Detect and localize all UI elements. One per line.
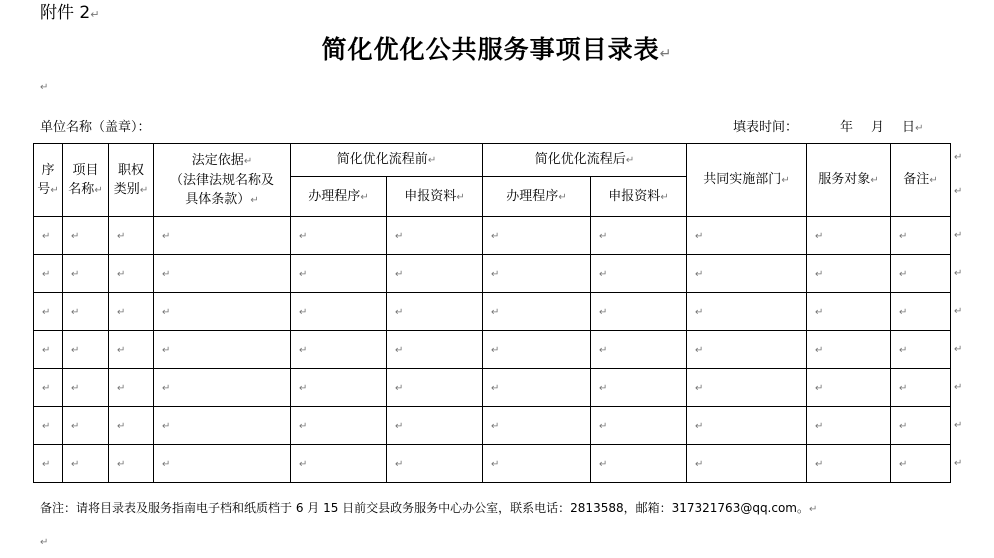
header-remarks: 备注↵ [891, 144, 951, 217]
header-joint-departments: 共同实施部门↵ [687, 144, 807, 217]
header-authority-type: 职权 类别↵ [109, 144, 154, 217]
table-cell[interactable] [807, 217, 891, 255]
table-cell[interactable] [154, 255, 291, 293]
table-cell[interactable] [34, 445, 63, 483]
table-cell[interactable] [291, 217, 387, 255]
cell-mark: ↵ [899, 344, 908, 356]
fill-time-label: 填表时间： [733, 120, 799, 135]
header-item-name: 项目 名称↵ [63, 144, 109, 217]
cell-mark: ↵ [395, 306, 404, 318]
header-before-simplification: 简化优化流程前↵ [291, 144, 483, 177]
table-cell[interactable] [154, 369, 291, 407]
table-row [34, 369, 951, 407]
empty-paragraph-mark: ↵ [40, 82, 49, 93]
cell-mark: ↵ [162, 230, 171, 242]
cell-mark: ↵ [395, 420, 404, 432]
cell-mark: ↵ [299, 344, 308, 356]
cell-mark: ↵ [395, 344, 404, 356]
table-cell[interactable] [109, 293, 154, 331]
cell-mark: ↵ [71, 230, 80, 242]
paragraph-mark: ↵ [915, 123, 924, 134]
table-cell[interactable] [807, 331, 891, 369]
header-seq: 序 号↵ [34, 144, 63, 217]
cell-mark: ↵ [162, 382, 171, 394]
cell-mark: ↵ [162, 306, 171, 318]
cell-mark: ↵ [299, 230, 308, 242]
cell-mark: ↵ [162, 344, 171, 356]
cell-mark: ↵ [71, 306, 80, 318]
cell-mark: ↵ [815, 458, 824, 470]
row-end-mark: ↵ [954, 152, 963, 163]
cell-mark: ↵ [695, 382, 704, 394]
cell-mark: ↵ [395, 382, 404, 394]
table-cell[interactable] [63, 369, 109, 407]
table-cell[interactable] [154, 293, 291, 331]
header-service-target: 服务对象↵ [807, 144, 891, 217]
table-cell[interactable] [687, 255, 807, 293]
cell-mark: ↵ [695, 420, 704, 432]
table-cell[interactable] [483, 293, 591, 331]
cell-mark: ↵ [299, 420, 308, 432]
cell-mark: ↵ [491, 344, 500, 356]
table-cell[interactable] [291, 331, 387, 369]
cell-mark: ↵ [599, 268, 608, 280]
cell-mark: ↵ [42, 382, 51, 394]
footnote: 备注：请将目录表及服务指南电子档和纸质档于 6 月 15 日前交县政务服务中心办公室，联系电话：2813588，邮箱：317321763@qq.com。↵ [40, 501, 818, 515]
table-row [34, 217, 951, 255]
cell-mark: ↵ [899, 268, 908, 280]
cell-mark: ↵ [117, 382, 126, 394]
table-cell[interactable] [807, 407, 891, 445]
fill-time [733, 116, 923, 135]
table-cell[interactable] [483, 331, 591, 369]
table-cell[interactable] [109, 217, 154, 255]
header-before-materials: 申报资料↵ [387, 177, 483, 217]
cell-mark: ↵ [71, 458, 80, 470]
cell-mark: ↵ [117, 420, 126, 432]
table-body [34, 217, 951, 483]
table-cell[interactable] [63, 445, 109, 483]
catalog-table [33, 143, 951, 483]
table-cell[interactable] [807, 293, 891, 331]
table-cell[interactable] [387, 255, 483, 293]
cell-mark: ↵ [491, 268, 500, 280]
fill-time-month: 月 [871, 120, 885, 135]
header-after-materials: 申报资料↵ [591, 177, 687, 217]
table-cell[interactable] [34, 407, 63, 445]
cell-mark: ↵ [599, 230, 608, 242]
cell-mark: ↵ [491, 458, 500, 470]
table-cell[interactable] [591, 445, 687, 483]
table-cell[interactable] [591, 255, 687, 293]
cell-mark: ↵ [162, 420, 171, 432]
table-cell[interactable] [109, 331, 154, 369]
table-cell[interactable] [891, 407, 951, 445]
cell-mark: ↵ [899, 420, 908, 432]
cell-mark: ↵ [815, 344, 824, 356]
table-cell[interactable] [291, 407, 387, 445]
table-cell[interactable] [154, 445, 291, 483]
row-end-mark: ↵ [954, 230, 963, 241]
table-cell[interactable] [687, 407, 807, 445]
table-cell[interactable] [109, 445, 154, 483]
cell-mark: ↵ [117, 268, 126, 280]
cell-mark: ↵ [162, 458, 171, 470]
cell-mark: ↵ [491, 382, 500, 394]
table-cell[interactable] [63, 217, 109, 255]
table-cell[interactable] [591, 331, 687, 369]
table-cell[interactable] [807, 369, 891, 407]
table-cell[interactable] [483, 217, 591, 255]
cell-mark: ↵ [695, 306, 704, 318]
document-title: 简化优化公共服务事项目录表↵ [321, 35, 673, 64]
cell-mark: ↵ [299, 458, 308, 470]
cell-mark: ↵ [599, 344, 608, 356]
cell-mark: ↵ [42, 306, 51, 318]
table-cell[interactable] [109, 255, 154, 293]
cell-mark: ↵ [299, 306, 308, 318]
table-cell[interactable] [591, 217, 687, 255]
fill-time-day: 日 [902, 120, 916, 135]
table-cell[interactable] [807, 255, 891, 293]
table-cell[interactable] [483, 445, 591, 483]
table-row [34, 331, 951, 369]
cell-mark: ↵ [815, 230, 824, 242]
cell-mark: ↵ [117, 306, 126, 318]
cell-mark: ↵ [695, 230, 704, 242]
cell-mark: ↵ [42, 458, 51, 470]
table-cell[interactable] [34, 217, 63, 255]
unit-name-label: 单位名称（盖章）： [40, 120, 151, 135]
cell-mark: ↵ [899, 458, 908, 470]
row-end-mark: ↵ [954, 420, 963, 431]
row-end-mark: ↵ [954, 306, 963, 317]
cell-mark: ↵ [815, 382, 824, 394]
cell-mark: ↵ [42, 344, 51, 356]
table-row [34, 407, 951, 445]
table-row [34, 255, 951, 293]
table-cell[interactable] [891, 445, 951, 483]
cell-mark: ↵ [491, 230, 500, 242]
cell-mark: ↵ [395, 268, 404, 280]
table-cell[interactable] [387, 331, 483, 369]
cell-mark: ↵ [71, 382, 80, 394]
cell-mark: ↵ [899, 306, 908, 318]
cell-mark: ↵ [695, 344, 704, 356]
cell-mark: ↵ [117, 344, 126, 356]
row-end-mark: ↵ [954, 458, 963, 469]
annex-label: 附件 2↵ [40, 3, 100, 23]
row-end-mark: ↵ [954, 382, 963, 393]
table-cell[interactable] [154, 407, 291, 445]
paragraph-mark: ↵ [90, 8, 100, 21]
header-before-procedure: 办理程序↵ [291, 177, 387, 217]
header-legal-basis: 法定依据↵ （法律法规名称及 具体条款）↵ [154, 144, 291, 217]
paragraph-mark: ↵ [659, 46, 673, 62]
table-cell[interactable] [63, 255, 109, 293]
table-cell[interactable] [63, 331, 109, 369]
cell-mark: ↵ [695, 268, 704, 280]
table-cell[interactable] [687, 293, 807, 331]
cell-mark: ↵ [899, 230, 908, 242]
table-cell[interactable] [34, 331, 63, 369]
table-cell[interactable] [291, 445, 387, 483]
cell-mark: ↵ [491, 306, 500, 318]
table-row [34, 445, 951, 483]
table-cell[interactable] [591, 407, 687, 445]
table-cell[interactable] [687, 369, 807, 407]
cell-mark: ↵ [815, 420, 824, 432]
cell-mark: ↵ [71, 420, 80, 432]
cell-mark: ↵ [899, 382, 908, 394]
table-cell[interactable] [291, 369, 387, 407]
table-cell[interactable] [891, 369, 951, 407]
table-cell[interactable] [687, 217, 807, 255]
table-cell[interactable] [387, 217, 483, 255]
header-after-procedure: 办理程序↵ [483, 177, 591, 217]
table-cell[interactable] [483, 255, 591, 293]
table-cell[interactable] [291, 255, 387, 293]
cell-mark: ↵ [117, 230, 126, 242]
table-cell[interactable] [63, 407, 109, 445]
cell-mark: ↵ [71, 344, 80, 356]
table-cell[interactable] [807, 445, 891, 483]
cell-mark: ↵ [599, 306, 608, 318]
row-end-mark: ↵ [954, 344, 963, 355]
cell-mark: ↵ [599, 458, 608, 470]
table-cell[interactable] [387, 407, 483, 445]
table-cell[interactable] [891, 293, 951, 331]
table-cell[interactable] [591, 369, 687, 407]
cell-mark: ↵ [71, 268, 80, 280]
fill-time-year: 年 [840, 120, 854, 135]
cell-mark: ↵ [395, 458, 404, 470]
header-after-simplification: 简化优化流程后↵ [483, 144, 687, 177]
table-cell[interactable] [63, 293, 109, 331]
table-cell[interactable] [687, 331, 807, 369]
cell-mark: ↵ [815, 268, 824, 280]
table-cell[interactable] [34, 293, 63, 331]
table-cell[interactable] [591, 293, 687, 331]
table-cell[interactable] [687, 445, 807, 483]
cell-mark: ↵ [599, 382, 608, 394]
row-end-mark: ↵ [954, 186, 963, 197]
cell-mark: ↵ [491, 420, 500, 432]
cell-mark: ↵ [42, 420, 51, 432]
table-cell[interactable] [291, 293, 387, 331]
cell-mark: ↵ [42, 268, 51, 280]
table-cell[interactable] [891, 255, 951, 293]
cell-mark: ↵ [815, 306, 824, 318]
cell-mark: ↵ [117, 458, 126, 470]
row-end-mark: ↵ [954, 268, 963, 279]
cell-mark: ↵ [599, 420, 608, 432]
table-cell[interactable] [154, 217, 291, 255]
table-cell[interactable] [387, 293, 483, 331]
cell-mark: ↵ [695, 458, 704, 470]
table-cell[interactable] [891, 217, 951, 255]
table-cell[interactable] [154, 331, 291, 369]
cell-mark: ↵ [299, 382, 308, 394]
cell-mark: ↵ [162, 268, 171, 280]
cell-mark: ↵ [299, 268, 308, 280]
table-cell[interactable] [109, 407, 154, 445]
table-cell[interactable] [34, 255, 63, 293]
table-cell[interactable] [387, 369, 483, 407]
cell-mark: ↵ [42, 230, 51, 242]
empty-paragraph-mark: ↵ [40, 537, 49, 548]
cell-mark: ↵ [395, 230, 404, 242]
table-cell[interactable] [483, 369, 591, 407]
table-cell[interactable] [891, 331, 951, 369]
table-cell[interactable] [109, 369, 154, 407]
table-row [34, 293, 951, 331]
table-cell[interactable] [483, 407, 591, 445]
table-cell[interactable] [387, 445, 483, 483]
table-cell[interactable] [34, 369, 63, 407]
